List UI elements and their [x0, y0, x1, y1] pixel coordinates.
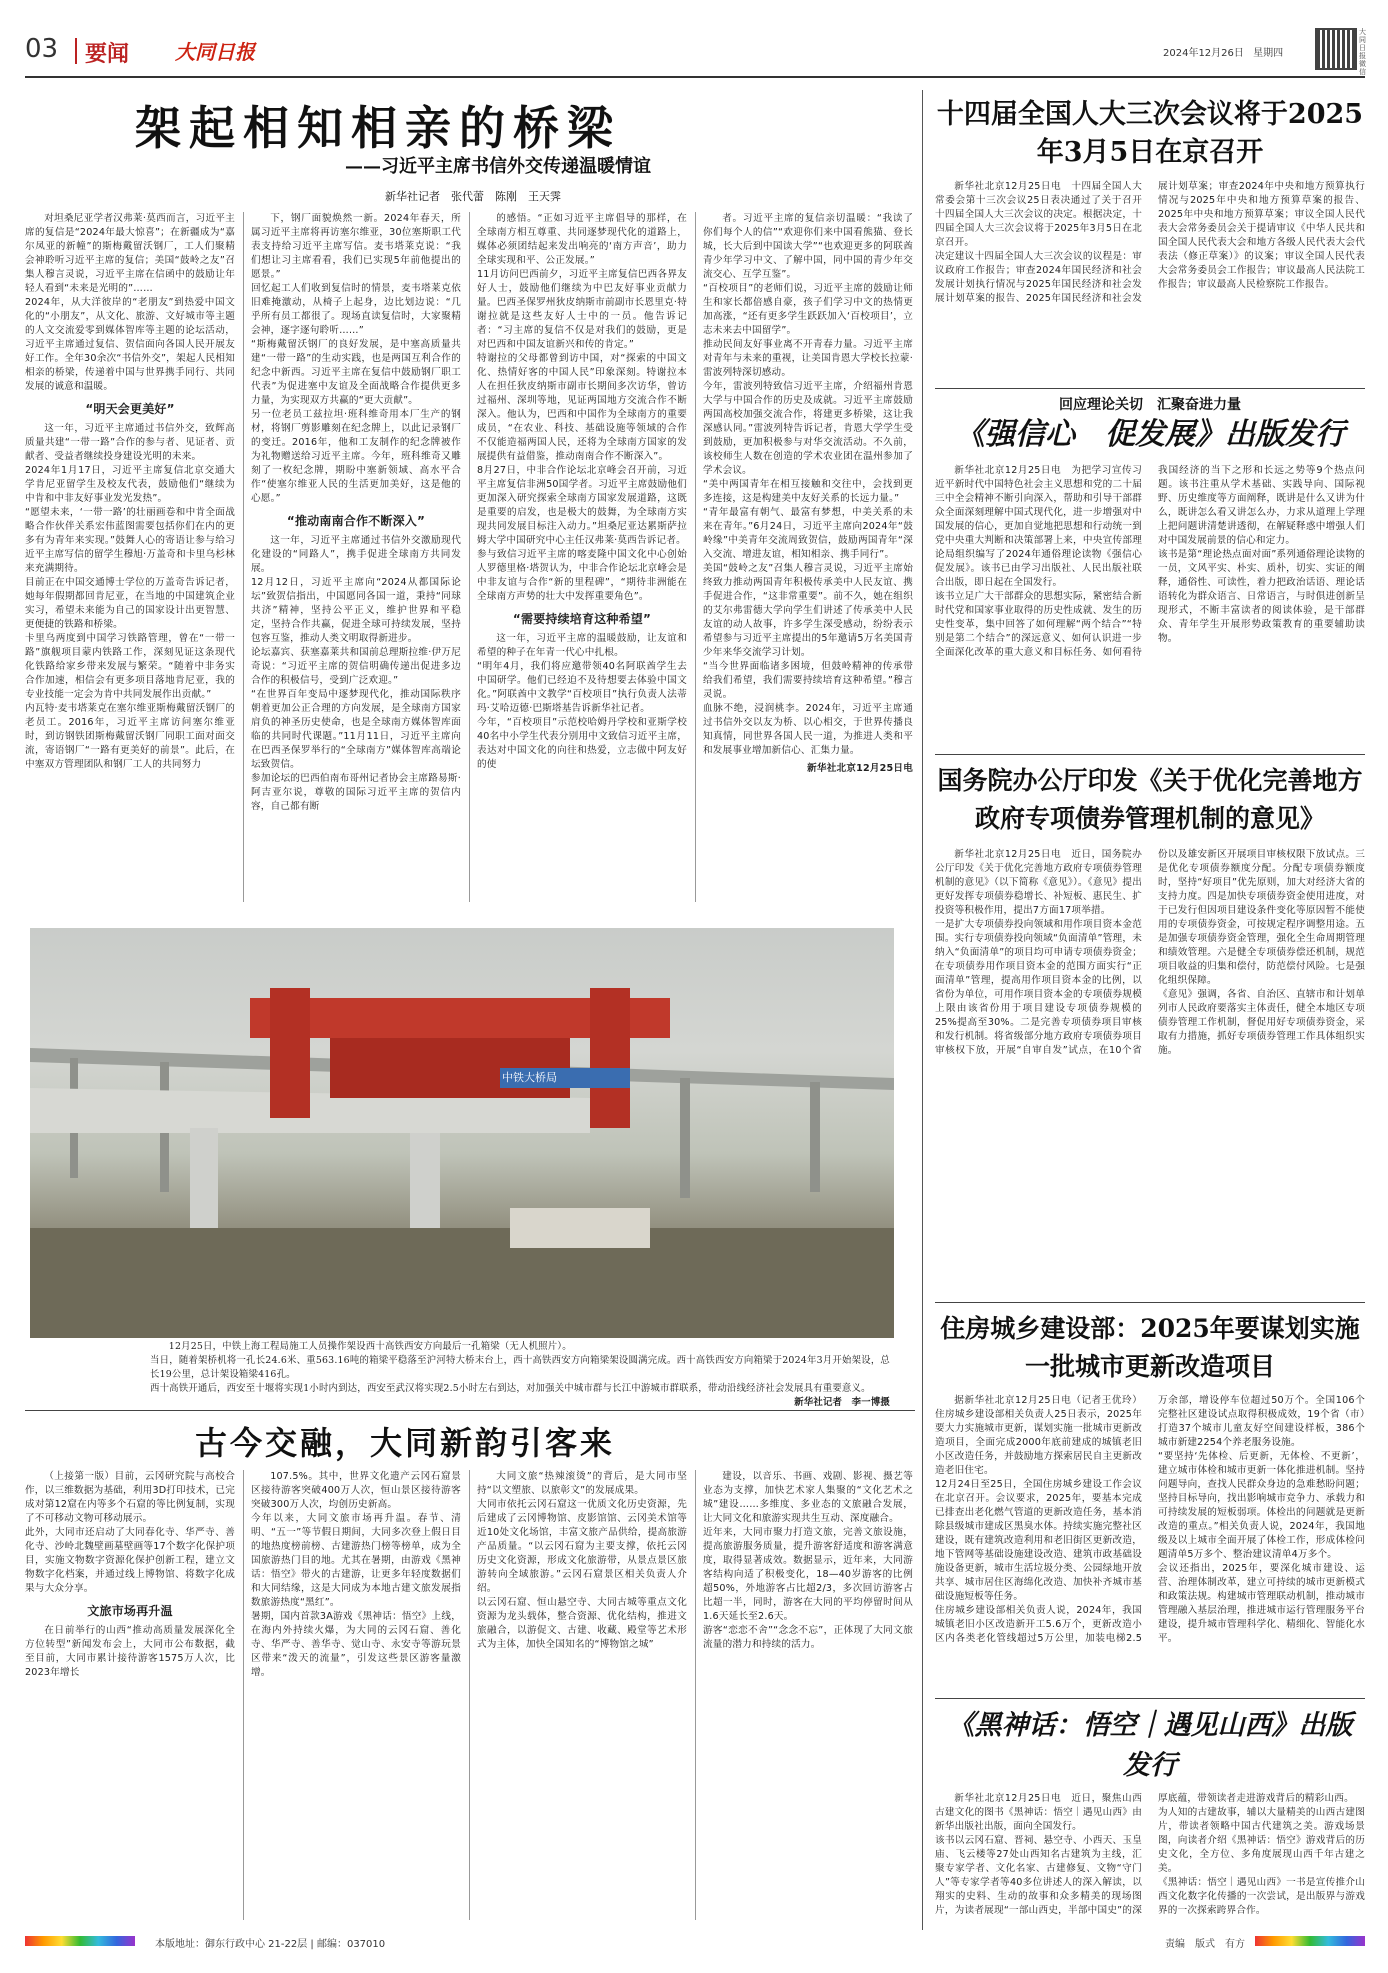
urban-body: 据新华社北京12月25日电（记者王优玲）住房城乡建设部相关负责人25日表示，2025年要大力实施城市更新，谋划实施一批城市更新改造项目，全面完成2000年底前建成的城镇老旧小区改造任务，并鼓励地方探索居民自主更新改造老旧住宅。 12月24日至25日，全国住房城乡建设工作会议在北京召开。会议要求，2025年，要基本完成已排查出老化燃气管道的更新改造任务，基本消除县级城市建成区黑臭水体。持续实施完整社区建设，既有建筑改造利用和老旧街区更新改造，地下管网等基础设施建设改造、建筑市政基础设施设备更新，城市生活垃圾分类、公园绿地开放共享、城市居住区海绵化改造、加快补齐城市基础设施短板等任务。 住房城乡建设部相关负责人说，2024年，我国城镇老旧小区改造新开工5.6万个，更新改造小区内各类老化管线超过5万公里，加装电梯2.5万余部，增设停车位超过50万个。全国106个完整社区建设试点取得积极成效，19个省（市）打造37个城市儿童友好空间建设样板，386个城市新建2254个养老服务设施。 “要坚持‘先体检、后更新，无体检、不更新’，建立城市体检和城市更新一体化推进机制。坚持问题导向，查找人民群众身边的急难愁盼问题；坚持目标导向，找出影响城市竞争力、承载力和可持续发展的短板弱项。体检出的问题就是更新改造的重点。”相关负责人说，2024年，我国地级及以上城市全面开展了体检工作，形成体检问题清单5万多个、整治建议清单4万多个。 会议还指出，2025年，要深化城市建设、运营、治理体制改革，建立可持续的城市更新模式和政策法规。构建城市管理联动机制，推动城市管理融入基层治理，推进城市运行管理服务平台建设，提升城市管理科学化、精细化、智能化水平。	[935, 1395, 1365, 1644]
ground-shape	[30, 1228, 894, 1338]
crane-leg-shape	[590, 988, 630, 1128]
footer	[25, 1932, 1365, 1962]
book-headline: 《强信心 促发展》出版发行	[955, 417, 1345, 452]
col-divider	[243, 1470, 244, 1920]
col-divider	[469, 212, 470, 902]
lead-dateline: 新华社北京12月25日电	[807, 763, 913, 774]
feature-col-4	[703, 1470, 913, 1930]
wukong-headline: 《黑神话：悟空｜遇见山西》出版发行	[947, 1710, 1353, 1781]
qr-code-icon	[1315, 28, 1357, 70]
lead-col-3b-text: 这一年，习近平主席的温暖鼓励，让友谊和希望的种子在年青一代心中扎根。 “明年4月，我们将应邀带领40名阿联酋学生去中国研学。他们已经迫不及待想要去体验中国文化。”阿联酋中文教学“百校项目”执行负责人法蒂玛·艾哈迈德·巴斯塔基告诉新华社记者。 今年，“百校项目”示范校哈姆丹学校和亚斯学校40名中小学生代表分别用中文致信习近平主席，表达对中国文化的向往和热爱，立志做中阿友好的使	[477, 633, 687, 770]
feature-col-1	[25, 1470, 235, 1930]
footer-editors: 责编 版式 有方	[1165, 1939, 1245, 1950]
lead-col-4	[703, 212, 913, 912]
col-divider	[695, 212, 696, 902]
section-rule	[935, 388, 1365, 389]
lead-subtitle: ——习近平主席书信外交传递温暖情谊	[345, 156, 651, 177]
lead-article	[25, 90, 915, 920]
bonds-headline: 国务院办公厅印发《关于优化完善地方政府专项债券管理机制的意见》	[937, 766, 1363, 833]
section-rule	[935, 754, 1365, 755]
pier-shape	[680, 1078, 690, 1198]
book-kicker: 回应理论关切 汇聚奋进力量	[1059, 397, 1241, 413]
section-rule	[935, 1302, 1365, 1303]
lead-subhead-2: “推动南南合作不断深入”	[286, 514, 426, 528]
article-urban-renewal	[935, 1310, 1365, 1700]
lead-col-2	[251, 212, 461, 912]
masthead-divider	[75, 38, 77, 64]
crane-sign: 中铁大桥局	[502, 1071, 557, 1084]
npc-headline: 十四届全国人大三次会议将于2025年3月5日在京召开	[936, 99, 1364, 168]
article-book-release	[935, 394, 1365, 754]
article-special-bonds	[935, 762, 1365, 1302]
lead-subhead-1: “明天会更美好”	[85, 402, 175, 416]
article-npc-session	[935, 96, 1365, 396]
npc-body: 新华社北京12月25日电 十四届全国人大常委会第十三次会议25日表决通过了关于召开十四届全国人大三次会议的决定。根据决定，十四届全国人大三次会议将于2025年3月5日在北京召开。 决定建议十四届全国人大三次会议的议程是：审议政府工作报告；审查2024年国民经济和社会发展计划执行情况与2025年国民经济和社会发展计划草案的报告、2025年国民经济和社会发展计划草案；审查2024年中央和地方预算执行情况与2025年中央和地方预算草案的报告、2025年中央和地方预算草案；审议全国人民代表大会常务委员会关于提请审议《中华人民共和国全国人民代表大会和地方各级人民代表大会代表法（修正草案）》的议案；审议全国人民代表大会常务委员会工作报告；审议最高人民法院工作报告；审议最高人民检察院工作报告。	[935, 181, 1365, 304]
footer-address: 本版地址：御东行政中心 21-22层 | 邮编：037010	[155, 1939, 386, 1950]
photo-credit: 新华社记者 李一博摄	[794, 1397, 890, 1408]
feature-col-2-text: 107.5%。其中，世界文化遗产云冈石窟景区接待游客突破400万人次，恒山景区接待游客突破300万人次，均创历史新高。 今年以来，大同文旅市场再升温。春节、清明、“五一”等节假日期间，大同多次登上假日目的地热度榜前榜、古建游热门榜等榜单，成为全国旅游热门目的地。尤其在暑期，由游戏《黑神话：悟空》带火的古建游，让更多年轻度数据们和大同结缘，这是大同成为本地古建文旅发展指数旅游热度“黑红”。 暑期，国内首款3A游戏《黑神话：悟空》上线，在海内外持续火爆，为大同的云冈石窟、善化寺、华严寺、善华寺、觉山寺、永安寺等游玩景区带来“泼天的流量”，引发这些景区游客量激增。	[251, 1471, 461, 1678]
news-photo	[30, 928, 894, 1338]
feature-col-2	[251, 1470, 461, 1930]
wukong-body: 新华社北京12月25日电 近日，聚焦山西古建文化的图书《黑神话：悟空｜遇见山西》由新华出版社出版，面向全国发行。 该书以云冈石窟、晋祠、悬空寺、小西天、玉皇庙、飞云楼等27处山西知名古建筑为主线，汇聚专家学者、文化名家、古建修复、文物“守门人”等专家学者等40多位讲述人的深入解读，以翔实的史料、生动的故事和众多精美的现场图片，为读者展现“一部山西史，半部中国史”的深厚底蕴，带领读者走进游戏背后的精彩山西。 为人知的古建故事，辅以大量精美的山西古建图片，带读者领略中国古代建筑之美。游戏场景图，向读者介绍《黑神话：悟空》游戏背后的历史文化，全方位、多角度展现山西千年古建之美。 《黑神话：悟空｜遇见山西》一书是宣传推介山西文化数字化传播的一次尝试，是出版界与游戏界的一次探索跨界合作。	[935, 1793, 1365, 1916]
lead-col-4-text: 者。习近平主席的复信亲切温暖：“我读了你们每个人的信”“欢迎你们来中国看熊猫、登长城，长大后到中国读大学”“也欢迎更多的阿联酋青少年学习中文、了解中国，同中国的青少年交流交心、互学互鉴”。 “百校项目”的老师们说，习近平主席的鼓励让师生和家长都倍感自豪，孩子们学习中文的热情更加高涨，“还有更多学生跃跃加入‘百校项目’，立志未来去中国留学”。 推动民间友好事业离不开青春力量。习近平主席对青年与未来的重视，让美国肯恩大学校长拉蒙·雷波列特深切感动。 今年，雷波列特致信习近平主席，介绍福州肯恩大学与中国合作的历史及成就。习近平主席鼓励两国高校加强交流合作，将建更多桥梁，这让我深感认同。”雷波列特告诉记者，肯恩大学学生受到鼓励，更加积极参与对华交流活动。不久前，该校师生人数在创造的学术农业团在温州参加了学术会议。 “美中两国青年在相互接触和交往中，会找到更多连接，这是构建美中友好关系的长远力量。” “青年最富有朝气、最富有梦想，中美关系的未来在青年。”6月24日，习近平主席向2024年“鼓岭缘”中美青年交流周致贺信，鼓励两国青年“深入交流、增进友谊，相知相亲、携手同行”。 美国“鼓岭之友”召集人穆言灵说，习近平主席始终致力推动两国青年积极传承美中人民友谊、携手促进合作，“这非常重要”。前不久，她在组织的艾尔弗雷德大学向学生们讲述了传承美中人民友谊的动人故事，许多学生深受感动，纷纷表示希望参与习近平主席提出的5年邀请5万名美国青少年来华交流学习计划。 “当今世界面临诸多困境，但鼓岭精神的传承带给我们希望，我们需要持续培育这种希望。”穆言灵说。 血脉不绝，浸润桃李。2024年，习近平主席通过书信外交以友为桥、以心相交，于世界传播良知真情，同世界各国人民一道，为推进人类和平和发展事业增加新信心、汇集力量。	[703, 213, 913, 756]
article-wukong-book	[935, 1706, 1365, 1931]
date-text: 2024年12月26日	[1163, 48, 1244, 59]
lead-col-3-text: 的感悟。“正如习近平主席倡导的那样，在全球南方相互尊重、共同逐梦现代化的道路上，媒体必须团结起来发出响亮的‘南方声音’，助力全球实现和平、公正发展。” 11月访问巴西前夕，习近平主席复信巴西各界友好人士，鼓励他们继续为中巴友好事业贡献力量。巴西圣保罗州狄皮纳斯市前副市长恩里克·特谢拉就是这些友好人士中的一员。他告诉记者：“习主席的复信不仅是对我们的鼓励，更是对巴西和中国友谊新兴和传的肯定。” 特谢拉的父母都曾到访中国，对“探索的中国文化、热情好客的中国人民”印象深刻。特谢拉本人在担任狄皮纳斯市副市长期间多次访华，曾访过福州、深圳等地，见证两国地方交流合作不断深入。他认为，巴西和中国作为全球南方的重要成员，“在农业、科技、基础设施等领域的合作不仅能造福两国人民，还将为全球南方国家的发展提供有益借鉴，推动南南合作不断深入”。 8月27日，中非合作论坛北京峰会召开前，习近平主席复信非洲50国学者。习近平主席鼓励他们更加深入研究探索全球南方国家发展道路，这既是重要的启发，也是极大的鼓舞，为全球南方实现共同发展目标注入动力。”坦桑尼亚达累斯萨拉姆大学中国研究中心主任汉弗莱·莫西告诉记者。 参与致信习近平主席的喀麦隆中国文化中心创始人罗德里格·塔贺认为，中非合作论坛北京峰会是中非友谊与合作“新的里程碑”，“期待非洲能在全球南方声势的壮大中发挥重要角色”。	[477, 213, 687, 602]
masthead-rule	[25, 76, 1365, 78]
section-name: 要闻	[85, 42, 130, 67]
bonds-body: 新华社北京12月25日电 近日，国务院办公厅印发《关于优化完善地方政府专项债券管理机制的意见》（以下简称《意见》）。《意见》提出更好发挥专项债券稳增长、补短板、惠民生、扩投资等积极作用，提出7方面17项举措。 一是扩大专项债券投向领域和用作项目资本金范围。实行专项债券投向领域“负面清单”管理，未纳入“负面清单”的项目均可申请专项债券资金；在专项债券用作项目资本金的范围方面实行“正面清单”管理，提高用作项目资本金的比例，以省份为单位，可用作项目资本金的专项债券规模上限由该省份用于项目建设专项债券规模的25%提高至30%。二是完善专项债券项目审核和发行机制。将省级部分地方政府专项债券项目审核权下放，开展“自审自发”试点，在10个省份以及雄安新区开展项目审核权限下放试点。三是优化专项债券额度分配。分配专项债券额度时，坚持“好项目”优先原则，加大对经济大省的支持力度。四是加快专项债券资金使用进度，对于已发行但因项目建设条件变化等原因暂不能使用的专项债券资金，可按规定程序调整用途。五是加强专项债券资金管理，强化全生命周期管理和绩效管理。六是健全专项债券偿还机制，规范项目收益的归集和偿付，防范偿付风险。七是强化组织保障。 《意见》强调，各省、自治区、直辖市和计划单列市人民政府要落实主体责任，健全本地区专项债券管理工作机制，督促用好专项债券资金，采取有力措施，抓好专项债券管理工作具体组织实施。	[935, 849, 1365, 1056]
lead-col-2b-text: 这一年，习近平主席通过书信外交激励现代化建设的“同路人”，携手促进全球南方共同发展。 12月12日，习近平主席向“2024从都国际论坛”致贺信指出，中国愿同各国一道，秉持“同球共济”精神，坚持公平正义，维护世界和平稳定，坚持合作共赢，促进全球可持续发展，坚持包容互鉴，推动人类文明取得新进步。 论坛嘉宾、获塞嘉莱共和国前总理斯拉维·伊万尼奇说：“习近平主席的贺信明确传递出促进多边合作的积极信号，受到广泛欢迎。” “在世界百年变局中逐梦现代化，推动国际秩序朝着更加公正合理的方向发展，是全球南方国家肩负的神圣历史使命，也是全球南方媒体智库面临的共同时代课题。”11月11日，习近平主席向在巴西圣保罗举行的“全球南方”媒体智库高端论坛致贺信。 参加论坛的巴西伯南布哥州记者协会主席路易斯·阿吉亚尔说，尊敬的国际习近平主席的贺信内容，自己都有断	[251, 535, 461, 812]
section-rule	[935, 1698, 1365, 1699]
bridge-construction-image	[30, 928, 894, 1338]
color-bar-left	[25, 1936, 135, 1946]
feature-col-3-text: 大同文旅“热辣滚烫”的背后，是大同市坚持“以文塑旅、以旅彰文”的发展成果。 大同市依托云冈石窟这一优质文化历史资源，先后建成了云冈博物馆、皮影馆馆、云冈美术馆等近10处文化场馆，丰富文旅产品供给，提高旅游产品质量。“以云冈石窟为主要支撑，依托云冈历史文化资源，形成文化旅游带，从景点景区旅游转向全域旅游。”云冈石窟景区相关负责人介绍。 以云冈石窟、恒山悬空寺、大同古城等重点文化资源为龙头载体，整合资源、优化结构，推进文旅融合，以游促文、古建、收藏、殿堂等艺术形式为主体，加快全国知名的“博物馆之城”	[477, 1471, 687, 1650]
lead-byline: 新华社记者 张代蕾 陈刚 王天霁	[385, 190, 561, 203]
lead-col-1	[25, 212, 235, 912]
urban-headline: 住房城乡建设部：2025年要谋划实施一批城市更新改造项目	[940, 1314, 1360, 1381]
lead-col-3	[477, 212, 687, 912]
feature-top-rule	[25, 1410, 915, 1411]
col-divider	[695, 1470, 696, 1920]
feature-col-1-text: （上接第一版）目前，云冈研究院与高校合作，以三维数据为基础，利用3D打印技术，已完成对第12窟在内等多个石窟的等比例复制，实现了不可移动文物可移动展示。 此外，大同市还启动了大同春化寺、华严寺、善化寺、沙岭北魏壁画墓壁画等17个数字化保护项目，实施文物数字资源化保护创新工程，建立文物数字化档案，并通过线上博物馆、将数字化成果与大众分享。	[25, 1471, 235, 1594]
work-site-shape	[510, 1208, 650, 1248]
pier-shape	[810, 1082, 820, 1192]
page-number: 03	[25, 34, 59, 64]
lead-col-2-text: 下，钢厂面貌焕然一新。2024年春天，所属习近平主席将再访塞尔维亚，30位塞斯职工代表支持给习近平主席写信。麦韦塔莱克说：“我们想让习主席看看，我们已实现5年前他提出的愿景。” 回忆起工人们收到复信时的情景，麦韦塔莱克依旧难掩激动，从椅子上起身，边比划边说：“几乎所有员工都很了。现场直读复信时，大家聚精会神，逐字逐句聆听……” “斯梅戴留沃钢厂的良好发展，是中塞高质量共建“一带一路”的生动实践，也是两国互利合作的纪念中新西。习近平主席在复信中鼓励钢厂职工代表”为促进塞中友谊及全面战略合作提供更多力量，为实现双方共赢的“更大贡献”。 另一位老员工兹拉坦·班科维奇用本厂生产的钢材，将钢厂剪影雕刻在纪念牌上，以此记录钢厂的变迁。2016年，他和工友制作的纪念牌被作为礼物赠送给习近平主席。今年，班科维奇又雕刻了一枚纪念牌，期盼中塞新领域、高水平合作“使塞尔维亚人民的生活更加美好，这是他的心愿。”	[251, 213, 461, 504]
feature-col-1b-text: 在日前举行的山西“推动高质量发展深化全方位转型”新闻发布会上，大同市公布数据，截至目前，大同市累计接待游客1575万人次，比2023年增长	[25, 1625, 235, 1678]
feature-subhead: 文旅市场再升温	[87, 1604, 173, 1618]
feature-headline: 古今交融，大同新韵引客来	[195, 1424, 616, 1462]
weekday-text: 星期四	[1253, 48, 1284, 59]
color-bar-right	[1255, 1936, 1365, 1946]
paper-logo: 大同日报	[175, 40, 255, 64]
photo-caption-text: 12月25日，中铁上海工程局施工人员操作架设西十高铁西安方向最后一孔箱梁（无人机照片）。 当日，随着架桥机将一孔长24.6米、重563.16吨的箱梁平稳落至沪河特大桥末台上，西十高铁西安方向箱梁架设圆满完成。西十高铁西安方向箱梁于2024年3月开始架设，总长19公里，总计架设箱梁416孔。 西十高铁开通后，西安至十堰将实现1小时内到达，西安至武汉将实现2.5小时左右到达，对加强关中城市群与长江中游城市群联系，带动沿线经济社会发展具有重要意义。	[150, 1341, 890, 1394]
crane-leg-shape	[270, 988, 310, 1118]
feature-col-4-text: 建设，以音乐、书画、戏剧、影视、摄艺等业态为支撑，加快艺术家人集聚的“文化艺术之城”建设……多维度、多业态的文旅融合发展，让大同文化和旅游实现共生互动、深度融合。 近年来，大同市聚力打造文旅，完善文旅设施，提高旅游服务质量，提升游客舒适度和游客满意度，取得显著成效。数据显示，近年来，大同游客结构向适了积极变化，18—40岁游客的比例超50%，外地游客占比超2/3，多次回访游客占比超一半，同时，游客在大同的平均停留时间从1.6天延长至2.6天。 游客“恋恋不舍”“念念不忘”，正体现了大同文旅流量的潜力和持续的活力。	[703, 1471, 913, 1650]
issue-date	[1163, 44, 1283, 59]
feature-col-3	[477, 1470, 687, 1930]
lead-col-1b-text: 这一年，习近平主席通过书信外交，致辉高质量共建“一带一路”合作的参与者、见证者、贡献者、受益者继续投身建设光明的未来。 2024年1月17日，习近平主席复信北京交通大学肯尼亚留学生及校友代表，鼓励他们“继续为中肯和中非友好事业发光发热”。 “愿望未来，‘一带一路’的壮丽画卷和中肯全面战略合作伙伴关系宏伟蓝图需要包括你们在内的更多有为青年来实现。”鼓舞人心的寄语让参与给习近平主席写信的留学生穆旭·万盖奇和卡里乌杉林来充满期待。 目前正在中国交通博士学位的万盖奇告诉记者，她每年假期都回肯尼亚，在当地的中国建筑企业实习，希望未来能为自己的国家设计出更智慧、更便捷的铁路和桥梁。 卡里乌两度到中国学习铁路管理，曾在“一带一路”旗舰项目蒙内铁路工作，深刻见证这条现代化铁路给家乡带来发展与繁荣。“随着中非务实合作加速，相信会有更多项目落地肯尼亚，我的专业技能一定会为肯中共同发展作出贡献。” 内瓦特·麦韦塔莱克在塞尔维亚斯梅戴留沃钢厂的老员工。2016年，习近平主席访问塞尔维亚时，到访钢铁团斯梅戴留沃钢厂同职工面对面交流，寄语钢厂“一路有更美好的前景”。此后，在中塞双方管理团队和钢厂工人的共同努力	[25, 423, 235, 770]
lead-col-1-text: 对坦桑尼亚学者汉弗莱·莫西而言，习近平主席的复信是“2024年最大惊喜”；在新疆成为“嘉尔凤亚的新幢”的斯梅戴留沃钢厂，工人们聚精会神聆听习近平主席的复信；美国“鼓岭之友”召集人穆言灵说，习近平主席在信函中的鼓励让年轻人看到“未来是光明的”…… 2024年，从大洋彼岸的“老朋友”到热爱中国文化的“小朋友”，从文化、旅游、文好城市等主题的人文交流爱零到媒体智库等主题的论坛活动，习近平主席通过复信、贺信面向各国人民开展友好工作。全年30余次“书信外交”，架起人民相知相亲的桥梁，传递着中国与世界携手同行、共同发展的诚意和温暖。	[25, 213, 235, 392]
book-body: 新华社北京12月25日电 为把学习宣传习近平新时代中国特色社会主义思想和党的二十届三中全会精神不断引向深入，帮助和引导干部群众全面深刻理解中国式现代化，进一步增强对中国发展的信心，更加自觉地把思想和行动统一到党中央重大判断和决策部署上来，中央宣传部理论局组织编写了2024年通俗理论读物《强信心 促发展》。该书已由学习出版社、人民出版社联合出版，即日起在全国发行。 该书立足广大干部群众的思想实际，紧密结合新时代党和国家事业取得的历史性成就、发生的历史性变革，集中回答了如何理解“两个结合”“特别是第二个结合”的深远意义、如何认识进一步全面深化改革的重大意义和目标任务、如何看待我国经济的当下之形和长远之势等9个热点问题。该书注重从学术基础、实践导向、国际视野、历史维度等方面阐释，既讲是什么又讲为什么，既讲怎么看又讲怎么办，力求从道理上学理上把问题讲清楚讲透彻，在解疑释惑中增强人们对中国发展前景的信心和定力。 该书是第“理论热点面对面”系列通俗理论读物的一员，文风平实、朴实、质朴，切实、实证的阐释，通俗性、可读性，着力把政治话语、理论话语转化为群众语言、日常语言，与时俱进创新呈现形式，不断丰富读者的阅读体验，是干部群众、青年学生开展形势政策教育的重要辅助读物。	[935, 465, 1365, 658]
col-divider	[243, 212, 244, 902]
photo-caption	[150, 1340, 890, 1410]
qr-caption: 大同日报微信	[1359, 28, 1366, 76]
lead-headline: 架起相知相亲的桥梁	[135, 101, 621, 155]
right-column-divider	[922, 90, 923, 1930]
masthead	[25, 28, 1365, 80]
col-divider	[469, 1470, 470, 1920]
lead-subhead-3: “需要持续培育这种希望”	[512, 612, 652, 626]
